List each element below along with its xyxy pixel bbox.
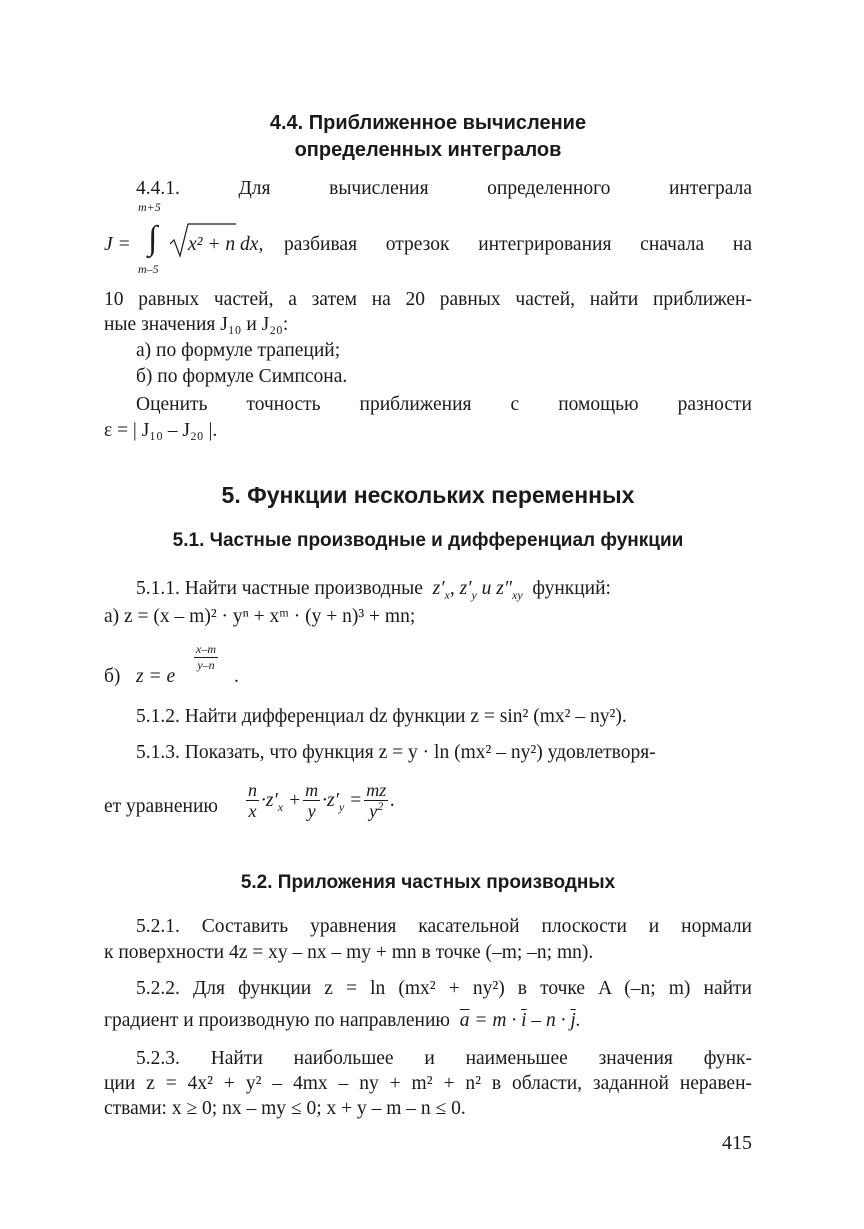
section-5-2-heading: 5.2. Приложения частных производных [240, 872, 616, 893]
p441-line2: разбивая отрезок интегрирования сначала на [284, 234, 752, 255]
integral-upper-limit: m+5 [138, 200, 161, 214]
p441-line4: ные значения J₁₀ и J₂₀: [104, 314, 289, 335]
p441-line3: 10 равных частей, а затем на 20 равных частей, найти приближен- [104, 289, 752, 310]
p512: 5.1.2. Найти дифференциал dz функции z = sin² (mx² – ny²). [136, 706, 627, 727]
p513-equation-line [104, 774, 752, 834]
section-4-4-title-line2: определенных интегралов [294, 139, 562, 161]
p441-integral-line [104, 200, 752, 282]
p521-line1: 5.2.1. Составить уравнения касательной плоскости и нормали [136, 916, 752, 937]
p522-line2-text: градиент и производную по направлению [104, 1010, 450, 1031]
p441-line6: ε = | J₁₀ – J₂₀ |. [104, 420, 218, 441]
section-5-heading: 5. Функции нескольких переменных [221, 482, 635, 508]
p513-line2-text: ет уравнению [104, 796, 218, 817]
fraction-m-over-y: $\frac{m}{y}$ [305, 780, 319, 821]
p511-item-b [104, 642, 404, 692]
p511-line1 [136, 576, 752, 601]
p511-item-b-base: z = e [136, 666, 176, 687]
p523-line1: 5.2.3. Найти наибольшее и наименьшее значения функ- [136, 1048, 752, 1069]
section-5-1-heading: 5.1. Частные производные и дифференциал функции [172, 530, 684, 551]
p513-equation: $\frac{n}{x}$ $\cdot z'_x$ + $\frac{m}{y}$ $\cdot z'_y$ = $\frac{mz}{y^2}$ . [248, 780, 396, 821]
p441-line5: Оценить точность приближения с помощью разности [136, 394, 752, 415]
fraction-n-over-x: $\frac{n}{x}$ [248, 780, 257, 821]
partial-derivatives-symbols: $z'_x$, $z'_y$ и $z''_{xy}$ [427, 578, 523, 602]
exponent-denominator: y–n [197, 658, 215, 672]
p511-item-a: а) z = (x – m)² · yⁿ + xᵐ · (y + n)³ + mn; [104, 606, 416, 627]
p511-item-b-prefix: б) [104, 666, 121, 687]
p522-line2 [104, 1008, 581, 1033]
p523-line2: ции z = 4x² + y² – 4mx – ny + m² + n² в области, заданной неравен- [104, 1073, 752, 1094]
direction-vector: $\overline{a} = m \cdot \overline{i} - n \cdot \overline{j}$. [459, 1010, 581, 1031]
integral-lower-limit: m–5 [138, 262, 159, 276]
p511-item-b-period: . [234, 666, 239, 687]
p511-line1-text: 5.1.1. Найти частные производные [136, 578, 423, 599]
p511-line1-tail: функций: [532, 578, 611, 599]
p511-item-b-exponent [194, 642, 218, 673]
p441-item-b: б) по формуле Симпсона. [136, 366, 348, 387]
integral-J: J = [104, 234, 131, 255]
integrand: x² + n dx, [188, 234, 264, 255]
section-4-4-title-line1: 4.4. Приближенное вычисление [269, 112, 587, 134]
p441-line1: 4.4.1. Для вычисления определенного интеграла [136, 178, 752, 199]
textbook-page [104, 0, 752, 1229]
section-4-4-heading [104, 110, 752, 164]
p523-line3: ствами: x ≥ 0; nx – my ≤ 0; x + y – m – n ≤ 0. [104, 1098, 466, 1119]
p513-line1: 5.1.3. Показать, что функция z = y · ln (mx² – ny²) удовлетворя- [136, 742, 656, 763]
p441-item-a: а) по формуле трапеций; [136, 340, 341, 361]
integral-sign-icon: ∫ [148, 220, 158, 257]
p521-line2: к поверхности 4z = xy – nx – my + mn в точке (–m; –n; mn). [104, 942, 594, 963]
p522-line1: 5.2.2. Для функции z = ln (mx² + ny²) в точке A (–n; m) найти [136, 978, 752, 999]
exponent-numerator: x–m [196, 642, 216, 656]
page-number: 415 [722, 1132, 752, 1154]
fraction-mz-over-y2: $\frac{mz}{y^2}$ [366, 780, 387, 821]
